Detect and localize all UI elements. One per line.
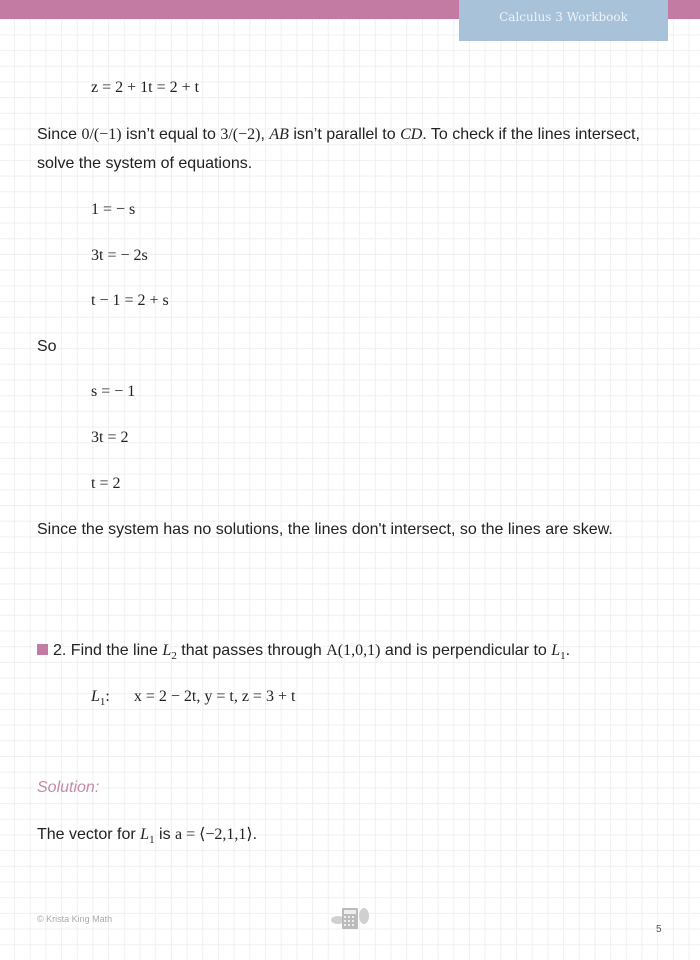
equation-z: z = 2 + 1t = 2 + t — [91, 79, 200, 96]
text: The vector for — [37, 826, 141, 843]
text: . — [252, 826, 258, 843]
page-number: 5 — [656, 924, 662, 935]
text: and is perpendicular to — [380, 642, 552, 659]
system-eq-3: t − 1 = 2 + s — [91, 292, 169, 309]
solved-eq-2: 3t = 2 — [91, 429, 129, 446]
math: L — [91, 688, 100, 705]
text: Find the line — [66, 642, 163, 659]
math: CD — [400, 126, 423, 143]
math: : — [105, 688, 110, 705]
problem-2 — [37, 636, 667, 671]
text: , — [260, 126, 270, 143]
paragraph-parallel-check — [37, 120, 667, 178]
system-eq-2: 3t = − 2s — [91, 247, 148, 264]
system-eq-1: 1 = − s — [91, 201, 136, 218]
math: x = 2 − 2t, y = t, z = 3 + t — [133, 688, 296, 705]
math: L — [551, 642, 561, 659]
math-sub: 2 — [171, 650, 177, 663]
calculator-logo-icon — [330, 906, 372, 935]
text: Since — [37, 126, 82, 143]
book-title: Calculus 3 Workbook — [459, 0, 668, 41]
paragraph-conclusion: Since the system has no solutions, the lines don't intersect, so the lines are skew. — [37, 521, 613, 538]
line-definition — [91, 688, 295, 708]
text: . To check if the lines intersect, solve the system of equations. — [37, 126, 640, 172]
solution-label: Solution: — [37, 779, 100, 796]
copyright: © Krista King Math — [37, 914, 113, 924]
text: isn’t parallel to — [288, 126, 401, 143]
math: 0/(−1) — [81, 126, 122, 143]
math: a = ⟨−2,1,1⟩ — [175, 826, 253, 843]
solved-eq-1: s = − 1 — [91, 383, 136, 400]
bullet-square-icon — [37, 644, 48, 655]
math: L — [140, 826, 150, 843]
math: 3/(−2) — [220, 126, 261, 143]
text: is — [154, 826, 176, 843]
math: L — [162, 642, 172, 659]
math-sub: 1 — [149, 834, 155, 847]
so-text: So — [37, 338, 57, 355]
text: that passes through — [176, 642, 327, 659]
math: A(1,0,1) — [326, 642, 381, 659]
solved-eq-3: t = 2 — [91, 475, 121, 492]
math-sub: 1 — [560, 650, 566, 663]
math-sub: 1 — [99, 696, 106, 709]
math: AB — [269, 126, 289, 143]
text: . — [565, 642, 571, 659]
problem-number: 2. — [53, 642, 67, 659]
text: isn’t equal to — [121, 126, 221, 143]
vector-statement — [37, 820, 667, 855]
